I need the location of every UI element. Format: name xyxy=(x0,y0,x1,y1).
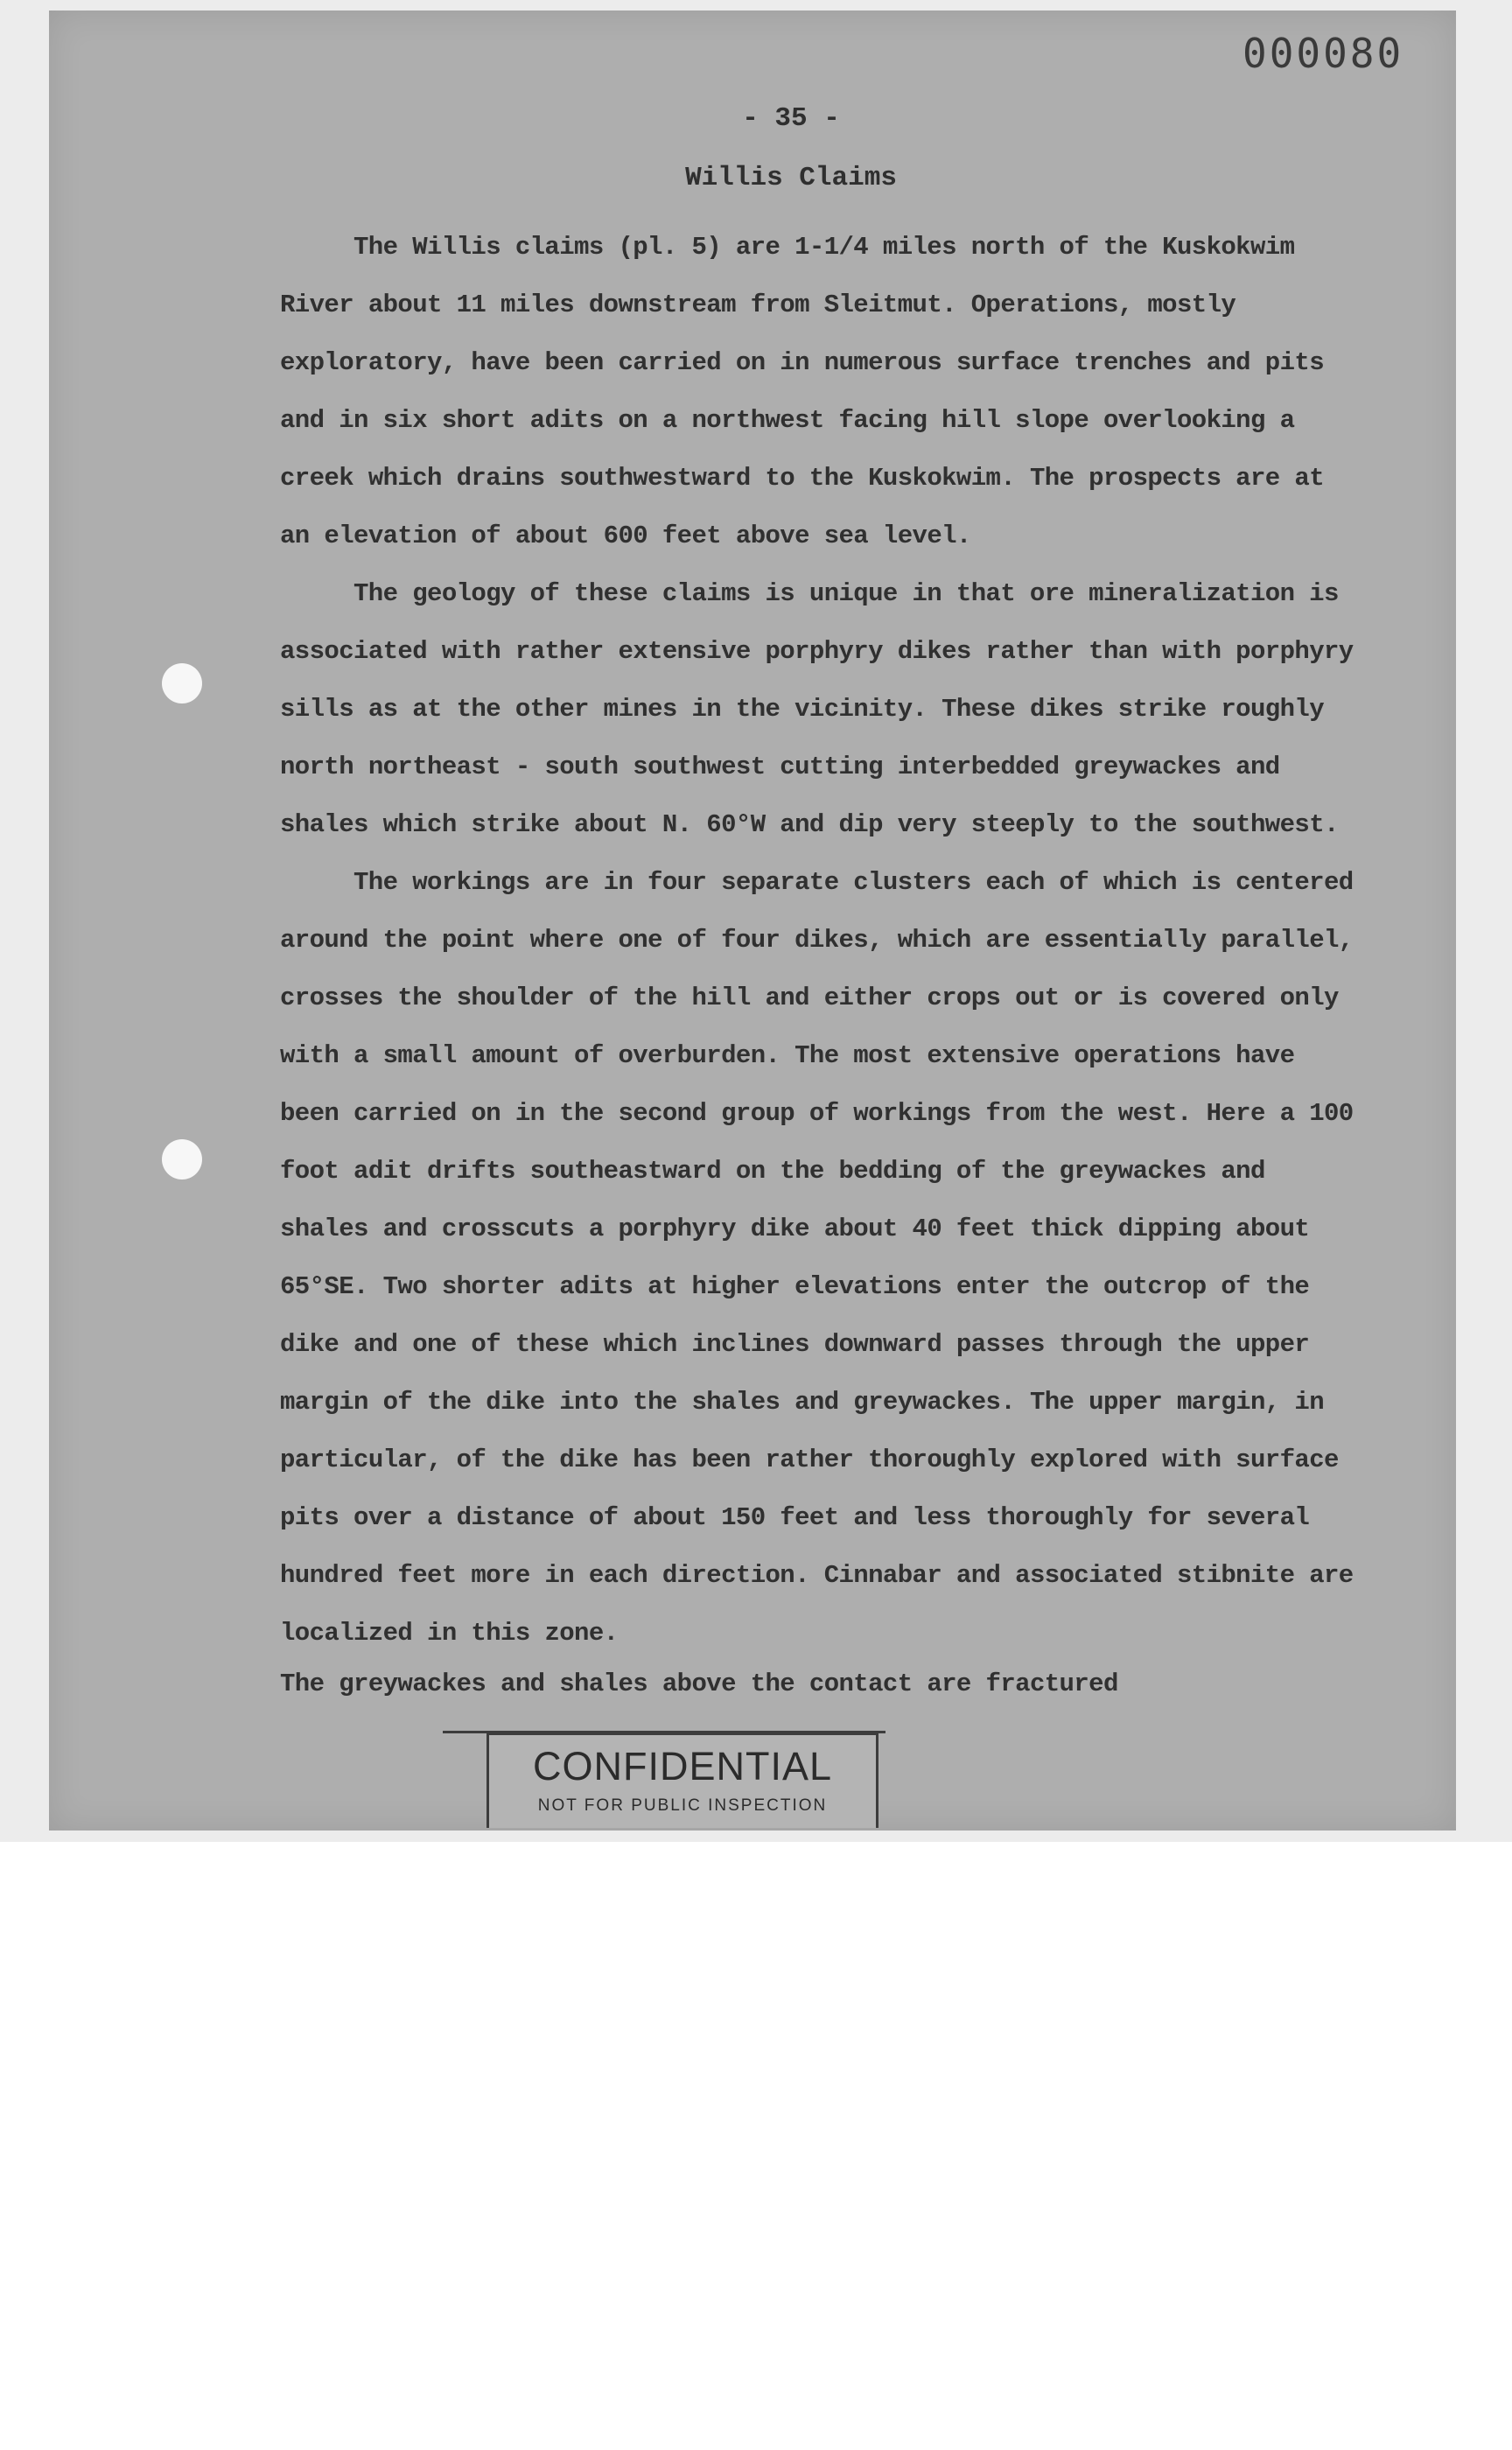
paragraph-2: The geology of these claims is unique in that ore mineralization is associated with rather extensive porphyry dikes rather than with porphyry sills as at the other mines in the vicinity. These dikes strike roughly north northeast - south southwest cutting interbedded greywackes and shales which strike about N. 60°W and dip very steeply to the southwest. xyxy=(280,579,1354,839)
page-number: - 35 - xyxy=(742,103,840,134)
confidential-stamp xyxy=(486,1732,878,1828)
punch-hole-bottom xyxy=(162,1139,202,1180)
paragraph-3: The workings are in four separate clusters each of which is centered around the point where one of four dikes, which are essentially parallel, crosses the shoulder of the hill and either crops out or is covered only with a small amount of overburden. The most extensive operations have been carried on in the second group of workings from the west. Here a 100 foot adit drifts southeastward on the bedding of the greywackes and shales and crosscuts a porphyry dike about 40 feet thick dipping about 65°SE. Two shorter adits at higher elevations enter the outcrop of the dike and one of these which inclines downward passes through the upper margin of the dike into the shales and greywackes. The upper margin, in particular, of the dike has been rather thoroughly explored with surface pits over a distance of about 150 feet and less thoroughly for several hundred feet more in each direction. Cinnabar and associated stibnite are localized in this zone. xyxy=(280,868,1354,1648)
punch-hole-top xyxy=(162,663,202,704)
paragraph-1: The Willis claims (pl. 5) are 1-1/4 miles north of the Kuskokwim River about 11 miles downstream from Sleitmut. Operations, mostly exploratory, have been carried on in numerous surface trenches and pits and in six short adits on a northwest facing hill slope overlooking a creek which drains southwestward to the Kuskokwim. The prospects are at an elevation of about 600 feet above sea level. xyxy=(280,233,1325,550)
section-heading: Willis Claims xyxy=(685,163,897,193)
stamp-subtitle: NOT FOR PUBLIC INSPECTION xyxy=(537,1796,828,1815)
document-number: 000080 xyxy=(1242,30,1404,77)
paragraph-continuation: The greywackes and shales above the contact are fractured xyxy=(280,1670,1118,1698)
body-text xyxy=(280,219,1356,1706)
stamp-title: CONFIDENTIAL xyxy=(532,1744,833,1788)
